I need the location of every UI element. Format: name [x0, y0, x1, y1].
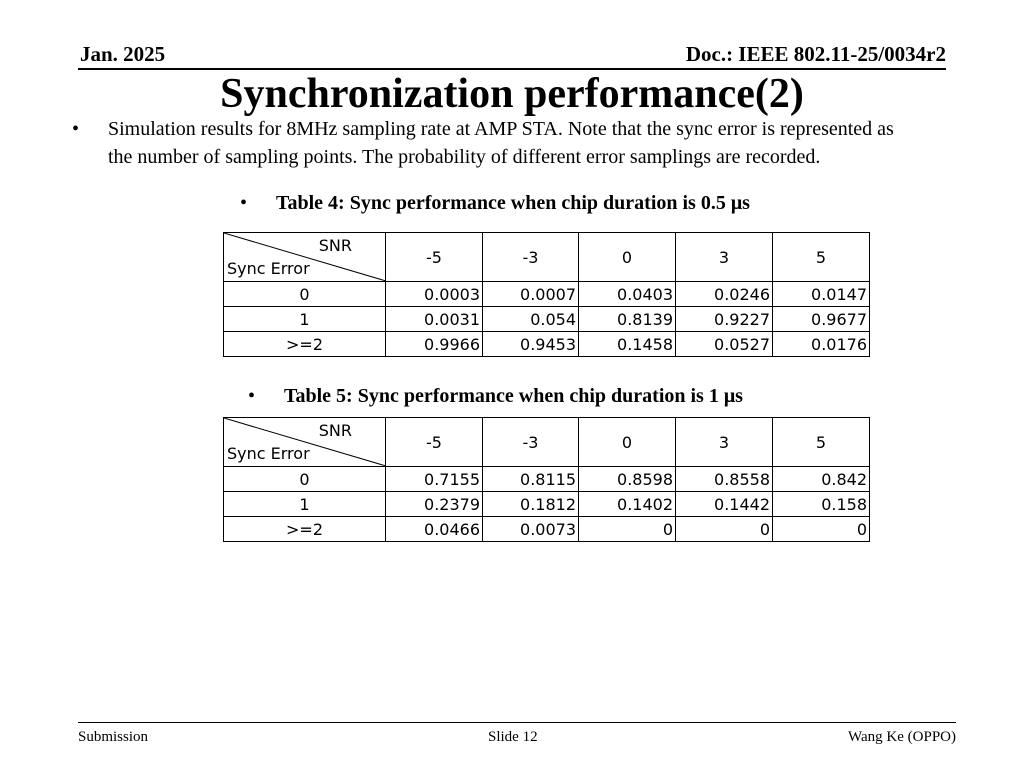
table4-cell: 0.0031 — [386, 307, 483, 332]
table4-cell: 0.9677 — [773, 307, 870, 332]
table4-col-header: 0 — [579, 233, 676, 282]
table5-corner-sync-error: Sync Error — [227, 444, 310, 463]
table5-col-header: 3 — [676, 418, 773, 467]
table4-cell: 0.0527 — [676, 332, 773, 357]
table-row — [224, 517, 870, 542]
table5-cell: 0.1402 — [579, 492, 676, 517]
table5-cell: 0.1442 — [676, 492, 773, 517]
table4-col-header: 5 — [773, 233, 870, 282]
table5-row-label: 1 — [224, 492, 386, 517]
table4-cell: 0.0003 — [386, 282, 483, 307]
table5-cell: 0.842 — [773, 467, 870, 492]
table5-col-header: -5 — [386, 418, 483, 467]
table4-col-header: 3 — [676, 233, 773, 282]
table5-caption — [248, 385, 743, 408]
table5-cell: 0.7155 — [386, 467, 483, 492]
table5-row-label: 0 — [224, 467, 386, 492]
table5-cell: 0.0073 — [483, 517, 579, 542]
table5 — [223, 417, 870, 542]
table5-row-label: >=2 — [224, 517, 386, 542]
table4-col-header: -3 — [483, 233, 579, 282]
slide-title: Synchronization performance(2) — [220, 71, 804, 117]
table5-cell: 0.1812 — [483, 492, 579, 517]
table4-cell: 0.0147 — [773, 282, 870, 307]
table4-cell: 0.9966 — [386, 332, 483, 357]
table4-cell: 0.9453 — [483, 332, 579, 357]
table4-cell: 0.0176 — [773, 332, 870, 357]
table4-cell: 0.1458 — [579, 332, 676, 357]
table5-cell: 0.0466 — [386, 517, 483, 542]
table5-caption-text: Table 5: Sync performance when chip duration is 1 μs — [284, 385, 743, 407]
table5-col-header: 5 — [773, 418, 870, 467]
table4-caption — [240, 192, 750, 215]
footer-submission: Submission — [78, 729, 149, 745]
footer-slide-number: Slide 12 — [488, 729, 538, 745]
table5-cell: 0 — [773, 517, 870, 542]
table5-cell: 0.158 — [773, 492, 870, 517]
table5-header-row — [224, 418, 870, 467]
table4-cell: 0.054 — [483, 307, 579, 332]
table4-header-row — [224, 233, 870, 282]
table-row — [224, 307, 870, 332]
table4-cell: 0.0246 — [676, 282, 773, 307]
table4-row-label: >=2 — [224, 332, 386, 357]
header-doc-id: Doc.: IEEE 802.11-25/0034r2 — [685, 42, 946, 66]
table4-caption-text: Table 4: Sync performance when chip duration is 0.5 μs — [276, 192, 750, 214]
table4-cell: 0.0007 — [483, 282, 579, 307]
table-row — [224, 492, 870, 517]
table5-cell: 0 — [676, 517, 773, 542]
table4-row-label: 1 — [224, 307, 386, 332]
table5-cell: 0.8115 — [483, 467, 579, 492]
table5-cell: 0.8598 — [579, 467, 676, 492]
table5-col-header: -3 — [483, 418, 579, 467]
table4-row-label: 0 — [224, 282, 386, 307]
table4-caption-bullet: • — [240, 192, 248, 214]
table-row — [224, 467, 870, 492]
table5-corner-cell — [224, 418, 386, 467]
table5-cell: 0 — [579, 517, 676, 542]
table-row — [224, 332, 870, 357]
table5-corner-snr: SNR — [318, 421, 352, 440]
table4-cell: 0.8139 — [579, 307, 676, 332]
table4-corner-sync-error: Sync Error — [227, 259, 310, 278]
table5-cell: 0.8558 — [676, 467, 773, 492]
table5-cell: 0.2379 — [386, 492, 483, 517]
table4 — [223, 232, 870, 357]
table4-corner-snr: SNR — [318, 236, 352, 255]
table5-col-header: 0 — [579, 418, 676, 467]
bullet-text: Simulation results for 8MHz sampling rate at AMP STA. Note that the sync error is represented as the number of sampling points. The probability of different error samplings are recorded. — [108, 118, 894, 168]
footer-divider — [78, 722, 956, 723]
table5-caption-bullet: • — [248, 385, 256, 407]
table4-corner-cell — [224, 233, 386, 282]
footer-author: Wang Ke (OPPO) — [848, 729, 956, 745]
table4-col-header: -5 — [386, 233, 483, 282]
header-date: Jan. 2025 — [80, 42, 166, 66]
bullet-marker: • — [72, 118, 80, 140]
table-row — [224, 282, 870, 307]
table4-cell: 0.0403 — [579, 282, 676, 307]
table4-cell: 0.9227 — [676, 307, 773, 332]
